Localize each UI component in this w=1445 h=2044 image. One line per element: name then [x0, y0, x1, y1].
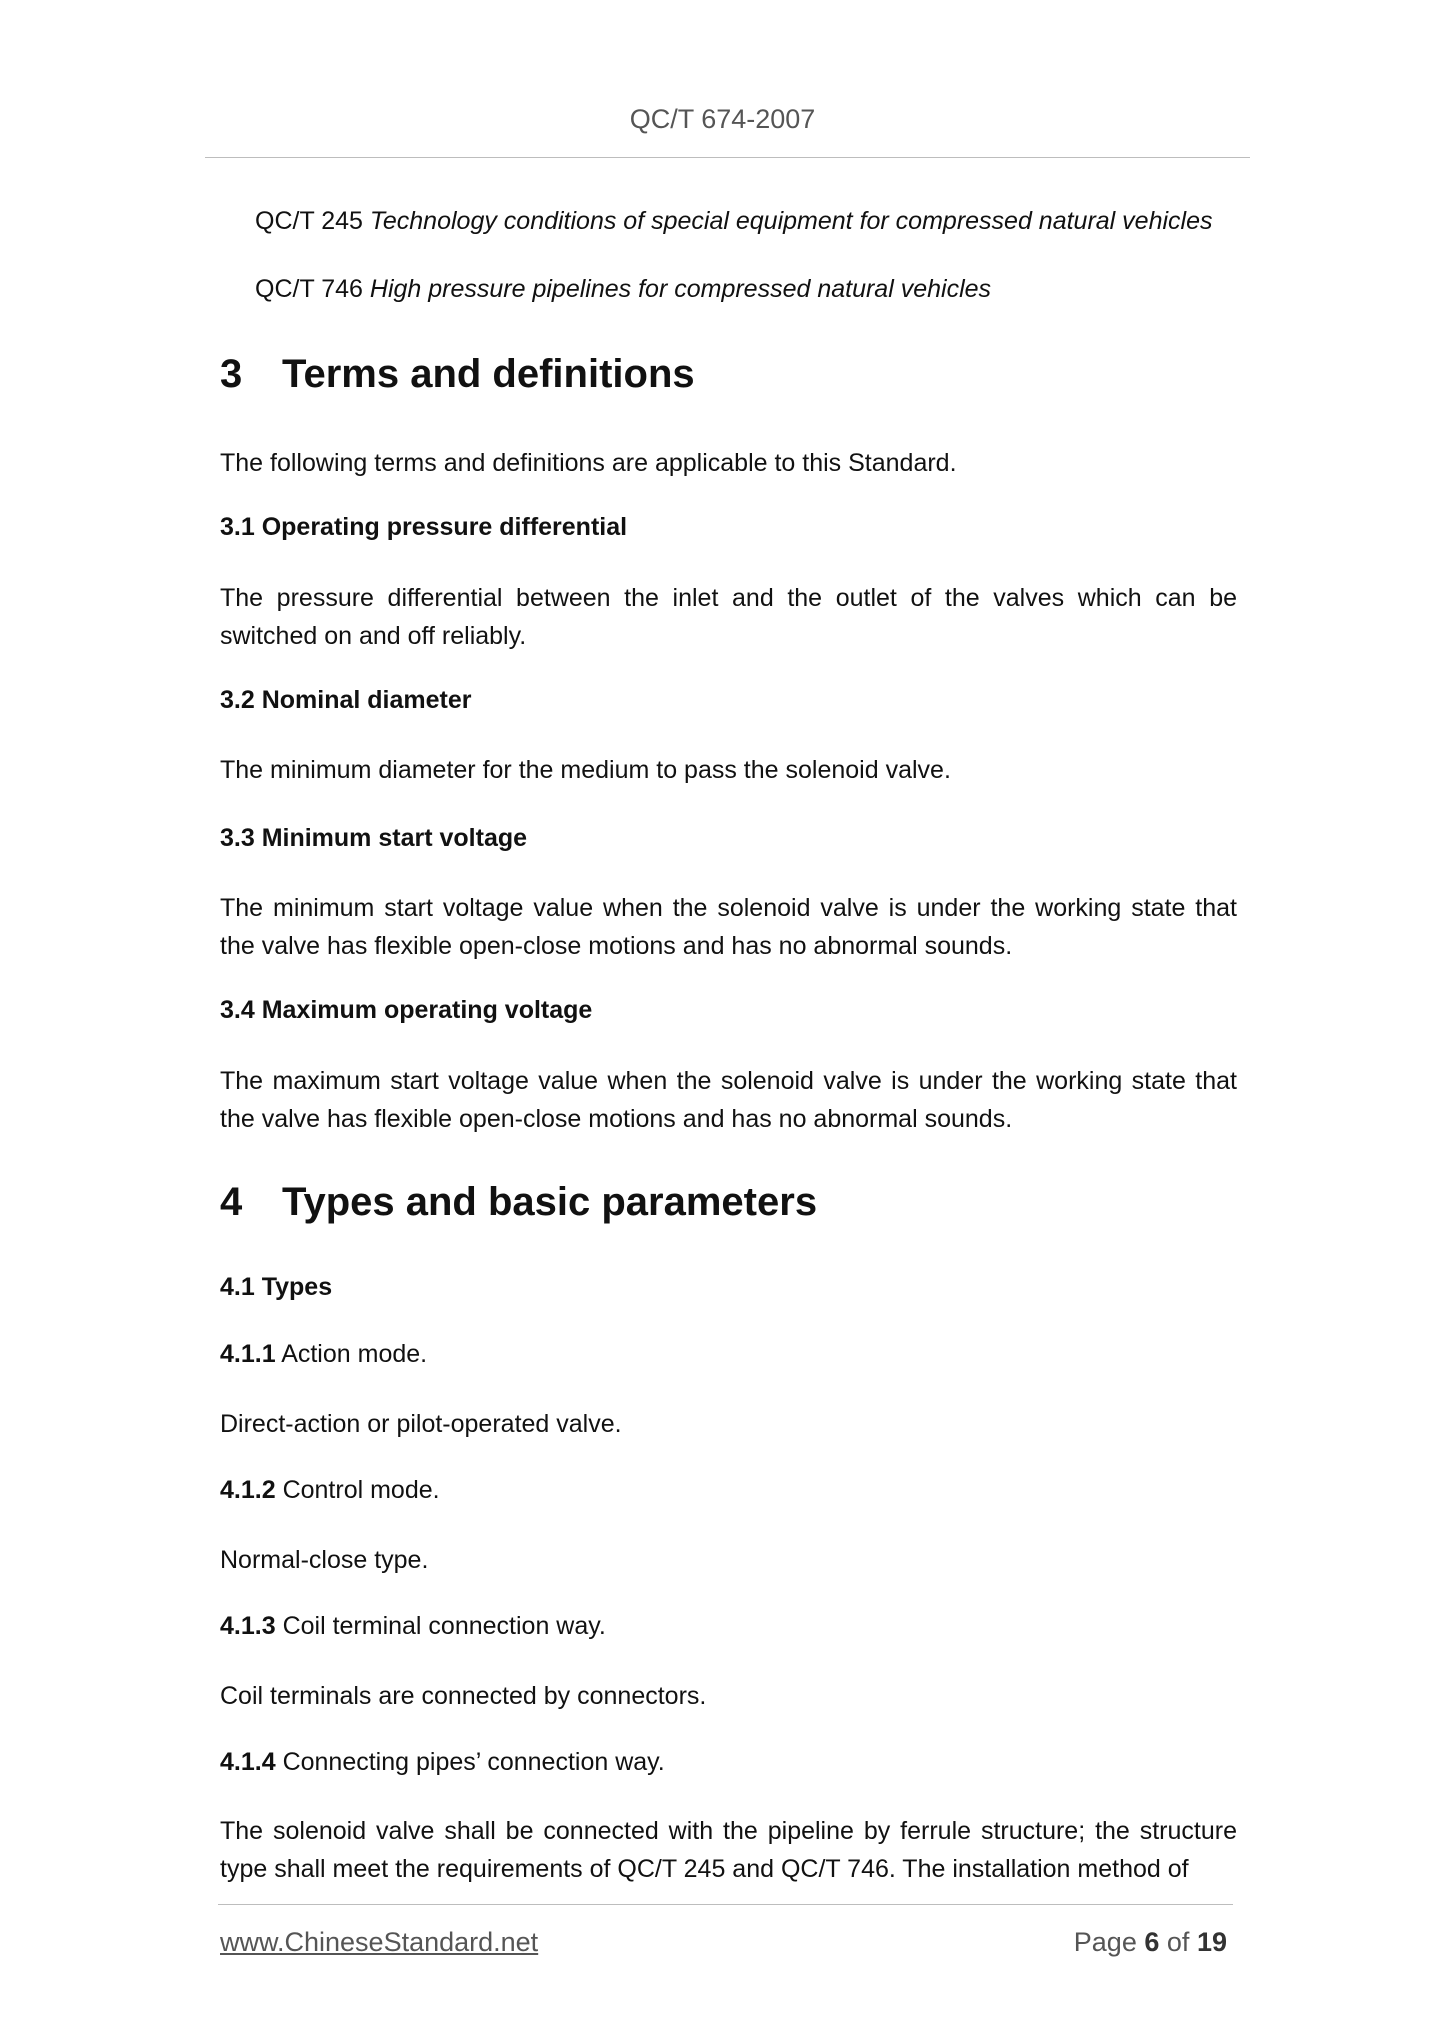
item-4-1-1 [220, 1340, 427, 1369]
section-3-intro: The following terms and definitions are applicable to this Standard. [220, 449, 957, 477]
page-of: of [1166, 1927, 1190, 1957]
section-4-heading [220, 1180, 817, 1225]
footer-divider [218, 1904, 1233, 1905]
item-4-1-3-text: Coil terminals are connected by connectors. [220, 1682, 707, 1710]
item-label: Control mode. [282, 1476, 440, 1504]
item-number: 4.1.2 [220, 1476, 276, 1504]
item-4-1-3 [220, 1612, 606, 1641]
reference-title: Technology conditions of special equipment for compressed natural vehicles [369, 207, 1213, 235]
page-prefix: Page [1073, 1927, 1137, 1957]
item-number: 4.1.3 [220, 1612, 276, 1640]
section-number: 3 [220, 352, 243, 396]
item-4-1-4 [220, 1748, 665, 1777]
item-4-1-2-text: Normal-close type. [220, 1546, 429, 1574]
section-title: Terms and definitions [282, 352, 695, 396]
header-divider [205, 157, 1250, 158]
term-3-4-heading: 3.4 Maximum operating voltage [220, 996, 593, 1024]
section-3-heading [220, 352, 695, 397]
page-total: 19 [1196, 1927, 1227, 1957]
subsection-4-1-heading: 4.1 Types [220, 1273, 333, 1301]
page-number [1074, 1927, 1227, 1958]
item-label: Action mode. [281, 1340, 428, 1368]
term-3-4-text: The maximum start voltage value when the solenoid valve is under the working state that the valve has flexible open-close motions and has no abnormal sounds. [220, 1067, 1237, 1133]
item-4-1-2 [220, 1476, 440, 1505]
item-label: Coil terminal connection way. [282, 1612, 606, 1640]
page-current: 6 [1144, 1927, 1160, 1957]
reference-code: QC/T 245 [255, 207, 363, 235]
section-number: 4 [220, 1180, 243, 1224]
item-4-1-1-text: Direct-action or pilot-operated valve. [220, 1410, 622, 1438]
term-3-1-heading: 3.1 Operating pressure differential [220, 513, 628, 541]
term-3-3-text: The minimum start voltage value when the solenoid valve is under the working state that the valve has flexible open-close motions and has no abnormal sounds. [220, 894, 1237, 960]
term-3-1-text: The pressure differential between the inlet and the outlet of the valves which can be switched on and off reliably. [220, 584, 1237, 650]
item-number: 4.1.4 [220, 1748, 276, 1776]
term-3-3-heading: 3.3 Minimum start voltage [220, 824, 528, 852]
term-3-2-text: The minimum diameter for the medium to pass the solenoid valve. [220, 756, 951, 784]
reference-code: QC/T 746 [255, 275, 363, 303]
item-4-1-4-text: The solenoid valve shall be connected with the pipeline by ferrule structure; the structure type shall meet the requirements of QC/T 245 and QC/T 746. The installation method of [220, 1817, 1237, 1883]
reference-qct746 [255, 270, 1255, 308]
reference-qct245 [255, 202, 1255, 240]
section-title: Types and basic parameters [282, 1180, 818, 1224]
item-label: Connecting pipes’ connection way. [282, 1748, 665, 1776]
page-header-code: QC/T 674-2007 [629, 104, 816, 134]
website-link[interactable]: www.ChineseStandard.net [220, 1927, 539, 1957]
reference-title: High pressure pipelines for compressed natural vehicles [369, 275, 992, 303]
item-number: 4.1.1 [220, 1340, 276, 1368]
term-3-2-heading: 3.2 Nominal diameter [220, 686, 472, 714]
